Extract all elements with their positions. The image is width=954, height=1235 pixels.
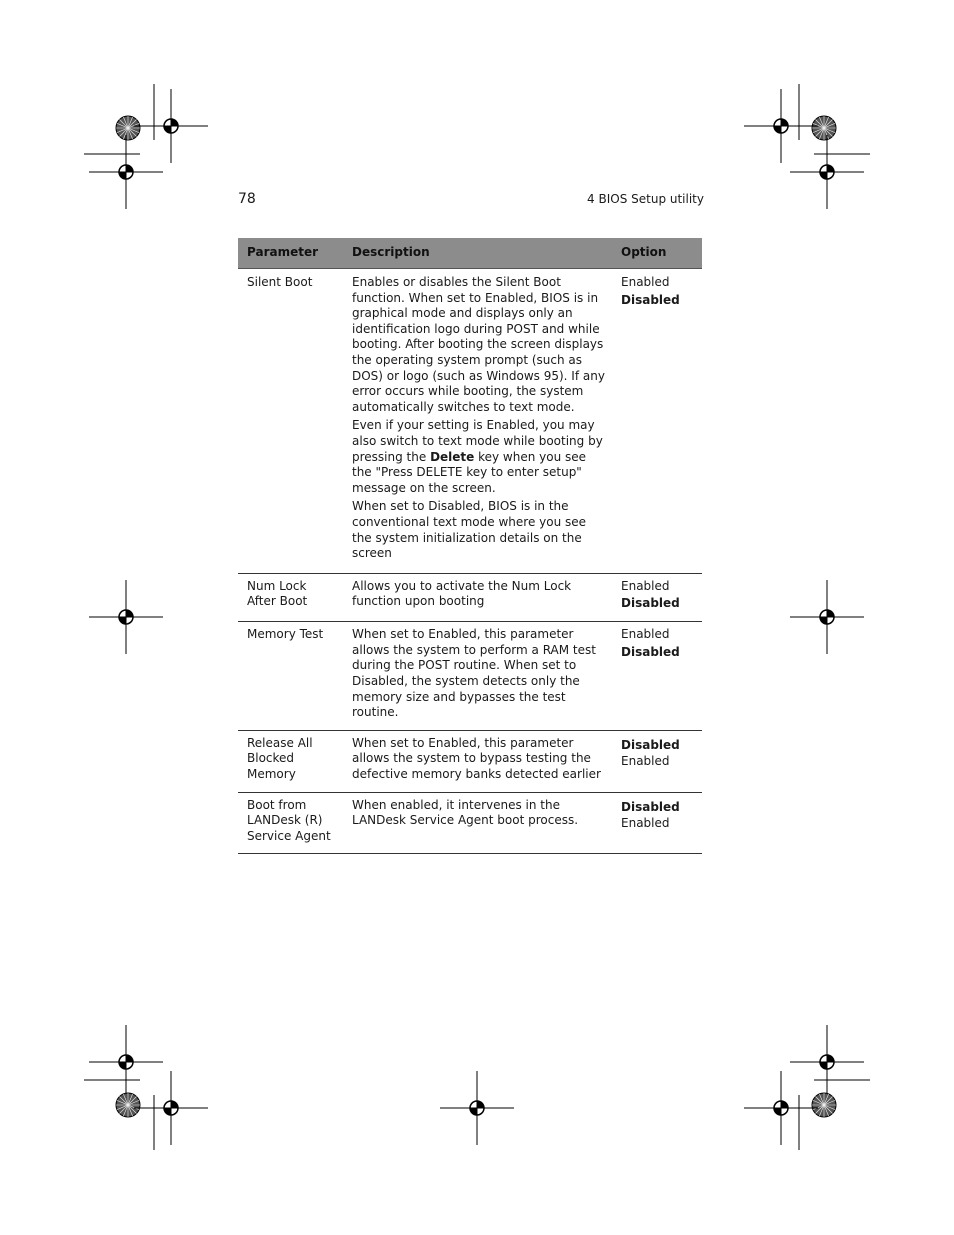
page-number: 78 bbox=[238, 191, 256, 207]
option-cell bbox=[612, 730, 702, 792]
option-default: Disabled bbox=[621, 799, 680, 814]
bios-settings-table bbox=[238, 238, 702, 854]
option-cell bbox=[612, 269, 702, 574]
crosshair-mid-left bbox=[89, 580, 163, 654]
description-paragraph: When set to Disabled, BIOS is in the conventional text mode where you see the system initialization details on the screen bbox=[352, 499, 587, 561]
key-name: Delete bbox=[430, 449, 475, 464]
option-value: Enabled bbox=[621, 275, 670, 289]
description-cell: When set to Enabled, this parameter allows the system to bypass testing the defective memory banks detected earlier bbox=[343, 730, 612, 792]
parameter-cell: Memory Test bbox=[238, 622, 343, 731]
column-header-parameter: Parameter bbox=[238, 238, 343, 269]
crosshair-top-left bbox=[134, 89, 208, 163]
table-row bbox=[238, 622, 702, 731]
crosshair-mid-right bbox=[790, 580, 864, 654]
table-row bbox=[238, 269, 702, 574]
parameter-cell: Release All Blocked Memory bbox=[238, 730, 343, 792]
option-cell bbox=[612, 792, 702, 854]
table-header-row bbox=[238, 238, 702, 269]
table-row bbox=[238, 792, 702, 854]
parameter-cell: Num Lock After Boot bbox=[238, 573, 343, 622]
crosshair-bottom-left bbox=[89, 1025, 163, 1099]
parameter-cell: Boot from LANDesk (R) Service Agent bbox=[238, 792, 343, 854]
description-cell: Allows you to activate the Num Lock function upon booting bbox=[343, 573, 612, 622]
option-value: Enabled bbox=[621, 578, 670, 593]
table-row bbox=[238, 730, 702, 792]
star-target-bottom-right bbox=[812, 1093, 836, 1117]
crosshair-top-right-2 bbox=[790, 135, 864, 209]
crosshair-bottom-center bbox=[440, 1071, 514, 1145]
crosshair-top-left-2 bbox=[89, 135, 163, 209]
option-value: Enabled bbox=[621, 627, 670, 642]
description-cell: When set to Enabled, this parameter allows the system to perform a RAM test during the POST routine. When set to Disabled, the system detects only the memory size and bypasses the test routine. bbox=[343, 622, 612, 731]
description-cell bbox=[343, 269, 612, 574]
description-cell: When enabled, it intervenes in the LANDesk Service Agent boot process. bbox=[343, 792, 612, 854]
column-header-option: Option bbox=[612, 238, 702, 269]
description-paragraph: Enables or disables the Silent Boot function. When set to Enabled, BIOS is in graphical mode and displays only an identification logo during POST and while booting. After booting the screen displays the operating system prompt (such as DOS) or logo (such as Windows 95). If any error occurs while booting, the system automatically switches to text mode. bbox=[352, 275, 605, 414]
crosshair-bottom-right bbox=[790, 1025, 864, 1099]
parameter-cell: Silent Boot bbox=[238, 269, 343, 574]
running-header: 4 BIOS Setup utility bbox=[587, 192, 704, 206]
option-default: Disabled bbox=[621, 737, 680, 752]
crosshair-bottom-right-2 bbox=[744, 1071, 818, 1145]
star-target-top-right bbox=[812, 116, 836, 140]
star-target-top-left bbox=[116, 116, 140, 140]
option-default: Disabled bbox=[621, 292, 680, 307]
option-cell bbox=[612, 573, 702, 622]
description-paragraph: Even if your setting is Enabled, you may also switch to text mode while booting by pressing the Delete key when you see the "Press DELETE key to enter setup" message on the screen. bbox=[352, 418, 603, 495]
table-row bbox=[238, 573, 702, 622]
star-target-bottom-left bbox=[116, 1093, 140, 1117]
crosshair-top-right bbox=[744, 89, 818, 163]
option-cell bbox=[612, 622, 702, 731]
option-default: Disabled bbox=[621, 644, 680, 659]
option-default: Disabled bbox=[621, 596, 680, 611]
crosshair-bottom-left-2 bbox=[134, 1071, 208, 1145]
option-value: Enabled bbox=[621, 815, 670, 830]
column-header-description: Description bbox=[343, 238, 612, 269]
option-value: Enabled bbox=[621, 753, 670, 768]
